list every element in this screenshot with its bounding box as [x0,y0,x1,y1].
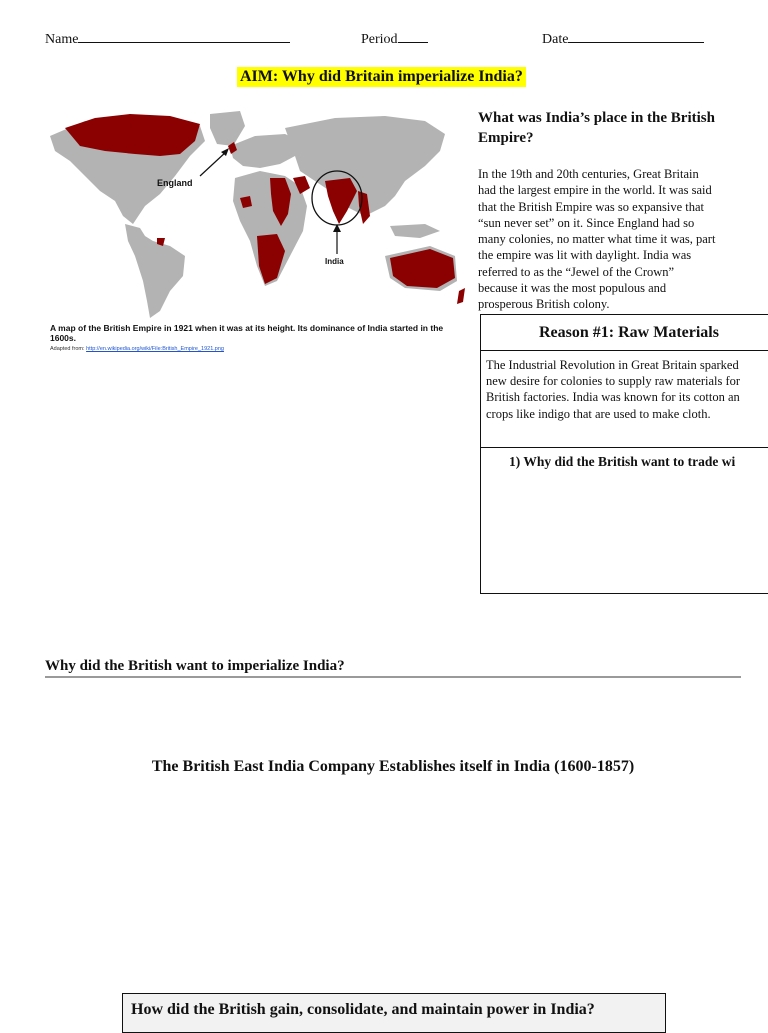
imperialize-question: Why did the British want to imperialize India? [45,658,345,674]
place-line: prosperous British colony. [478,297,610,312]
date-label: Date [542,32,569,47]
place-line: referred to as the “Jewel of the Crown” [478,264,675,279]
place-paragraph [478,166,768,313]
map-caption: A map of the British Empire in 1921 when it was at its height. Its dominance of India started in the 1600s. [50,323,444,343]
place-line: because it was the most populous and [478,281,667,296]
power-question-box [122,993,666,1033]
reason-1-question: 1) Why did the British want to trade wi [509,454,736,469]
name-field[interactable] [45,30,290,48]
place-line: the empire was lit with daylight. India was [478,248,692,263]
england-arrow [200,151,227,176]
place-line: many colonies, no matter what time it was, part [478,232,716,247]
place-line: “sun never set” on it. Since England had so [478,215,695,230]
reason-1-line: new desire for colonies to supply raw materials for [486,374,741,389]
map-source-link[interactable]: http://en.wikipedia.org/wiki/File:British_Empire_1921.png [86,346,224,352]
reason-1-body [481,351,768,448]
british-empire-map [45,106,465,324]
period-label: Period [361,32,398,47]
reason-1-line: The Industrial Revolution in Great Britain sparked [486,358,739,372]
place-title: What was India’s place in the British Empire? [478,110,715,146]
india-label: India [325,257,344,266]
section-divider [45,676,741,678]
map-source [50,346,224,352]
date-field[interactable] [542,30,704,48]
map-source-prefix: Adapted from: [50,346,85,352]
name-blank[interactable] [78,30,290,43]
date-blank[interactable] [568,30,704,43]
reason-1-title: Reason #1: Raw Materials [481,315,768,351]
reason-1-line: crops like indigo that are used to make cloth. [486,406,711,421]
reason-1-box [480,314,768,594]
reason-1-answer-area[interactable] [481,475,768,593]
place-line: had the largest empire in the world. It was said [478,183,712,198]
company-heading: The British East India Company Establishes itself in India (1600-1857) [151,758,635,775]
aim-heading: AIM: Why did Britain imperialize India? [237,67,526,87]
england-label: England [157,178,193,188]
reason-1-line: British factories. India was known for its cotton an [486,390,740,405]
period-field[interactable] [361,30,428,48]
place-line: In the 19th and 20th centuries, Great Britain [478,167,699,181]
period-blank[interactable] [398,30,428,43]
name-label: Name [45,32,79,47]
power-question: How did the British gain, consolidate, and maintain power in India? [131,1001,595,1018]
place-line: that the British Empire was so expansive that [478,199,704,214]
